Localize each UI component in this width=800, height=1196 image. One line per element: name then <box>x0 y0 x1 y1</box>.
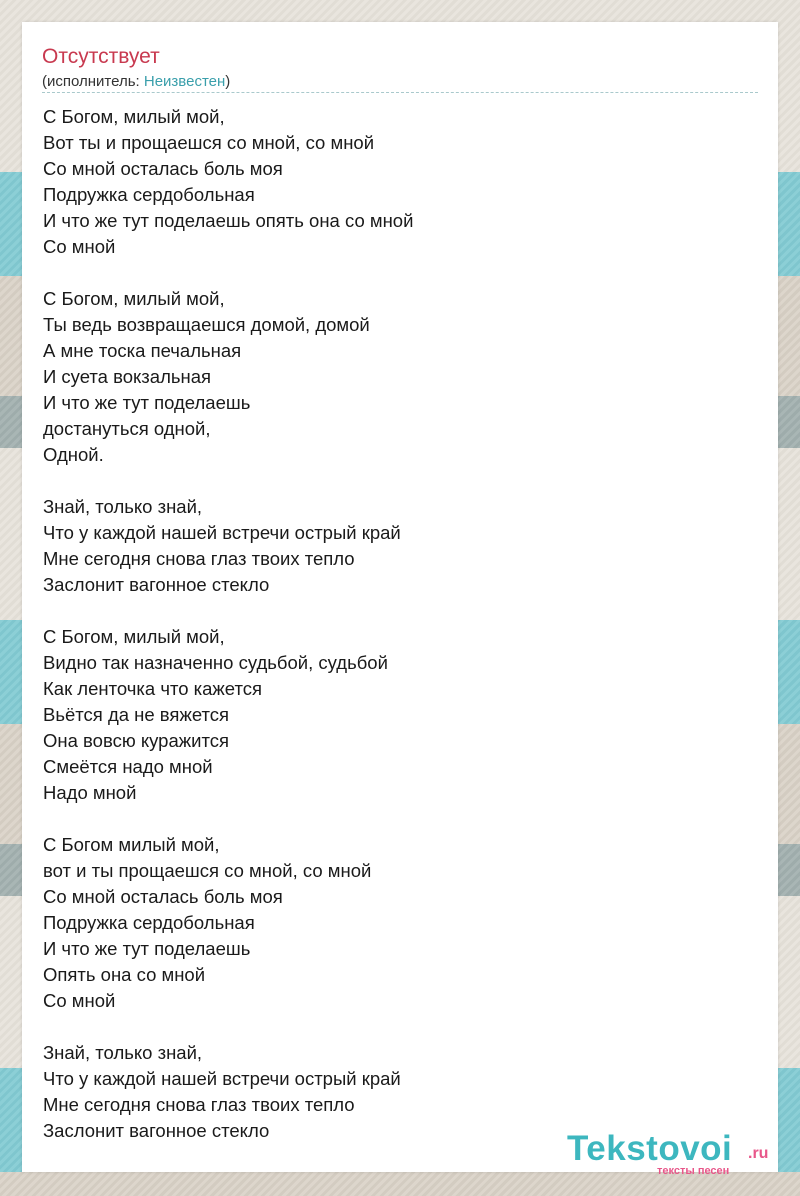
logo-name: Tekstovoi <box>567 1129 733 1168</box>
lyric-line: Что у каждой нашей встречи острый край <box>43 522 401 543</box>
lyric-line: достануться одной, <box>43 418 211 439</box>
artist-link[interactable]: Неизвестен <box>143 73 226 90</box>
lyric-line: Со мной осталась боль моя <box>43 886 283 907</box>
lyric-line: И что же тут поделаешь опять она со мной <box>43 210 414 231</box>
lyric-line: вот и ты прощаешся со мной, со мной <box>43 860 372 881</box>
artist-prefix: (исполнитель: <box>42 73 144 90</box>
lyric-line: Со мной осталась боль моя <box>43 158 283 179</box>
lyric-line: Что у каждой нашей встречи острый край <box>43 1068 401 1089</box>
title-divider <box>42 92 758 93</box>
lyric-line: А мне тоска печальная <box>43 340 242 361</box>
lyric-line: Надо мной <box>43 782 137 803</box>
lyric-line: Как ленточка что кажется <box>43 678 263 699</box>
lyric-line: И что же тут поделаешь <box>43 938 251 959</box>
lyric-line: Со мной <box>43 990 116 1011</box>
lyric-line: Подружка сердобольная <box>43 184 255 205</box>
lyric-line: Опять она со мной <box>43 964 206 985</box>
lyrics-stanza <box>43 832 743 1014</box>
lyric-line: Подружка сердобольная <box>43 912 255 933</box>
lyric-line: И что же тут поделаешь <box>43 392 251 413</box>
tekstovoi-logo[interactable] <box>567 1129 777 1177</box>
lyric-line: Смеётся надо мной <box>43 756 213 777</box>
lyric-line: Заслонит вагонное стекло <box>43 1120 270 1141</box>
lyric-line: Она вовсю куражится <box>43 730 229 751</box>
lyric-line: С Богом, милый мой, <box>43 106 225 127</box>
lyrics-text <box>43 104 743 1170</box>
logo-tagline: тексты песен <box>657 1165 730 1177</box>
lyric-line: С Богом, милый мой, <box>43 288 225 309</box>
lyric-line: Одной. <box>43 444 104 465</box>
artist-line <box>42 72 230 92</box>
lyric-line: Со мной <box>43 236 116 257</box>
lyric-line: С Богом, милый мой, <box>43 626 225 647</box>
lyric-line: Видно так назначенно судьбой, судьбой <box>43 652 388 673</box>
lyric-line: Знай, только знай, <box>43 1042 203 1063</box>
lyric-line: Вот ты и прощаешся со мной, со мной <box>43 132 375 153</box>
lyric-line: Заслонит вагонное стекло <box>43 574 270 595</box>
lyrics-card <box>22 22 778 1177</box>
lyrics-stanza <box>43 286 743 468</box>
lyric-line: Ты ведь возвращаешся домой, домой <box>43 314 370 335</box>
song-title: Отсутствует <box>42 45 160 68</box>
lyric-line: Знай, только знай, <box>43 496 203 517</box>
lyric-line: Вьётся да не вяжется <box>43 704 230 725</box>
lyrics-stanza <box>43 104 743 260</box>
lyric-line: С Богом милый мой, <box>43 834 220 855</box>
lyric-line: Мне сегодня снова глаз твоих тепло <box>43 548 355 569</box>
lyric-line: И суета вокзальная <box>43 366 212 387</box>
lyric-line: Мне сегодня снова глаз твоих тепло <box>43 1094 355 1115</box>
logo-tld: .ru <box>748 1145 769 1162</box>
lyrics-stanza <box>43 494 743 598</box>
artist-suffix: ) <box>225 73 231 90</box>
lyrics-stanza <box>43 624 743 806</box>
